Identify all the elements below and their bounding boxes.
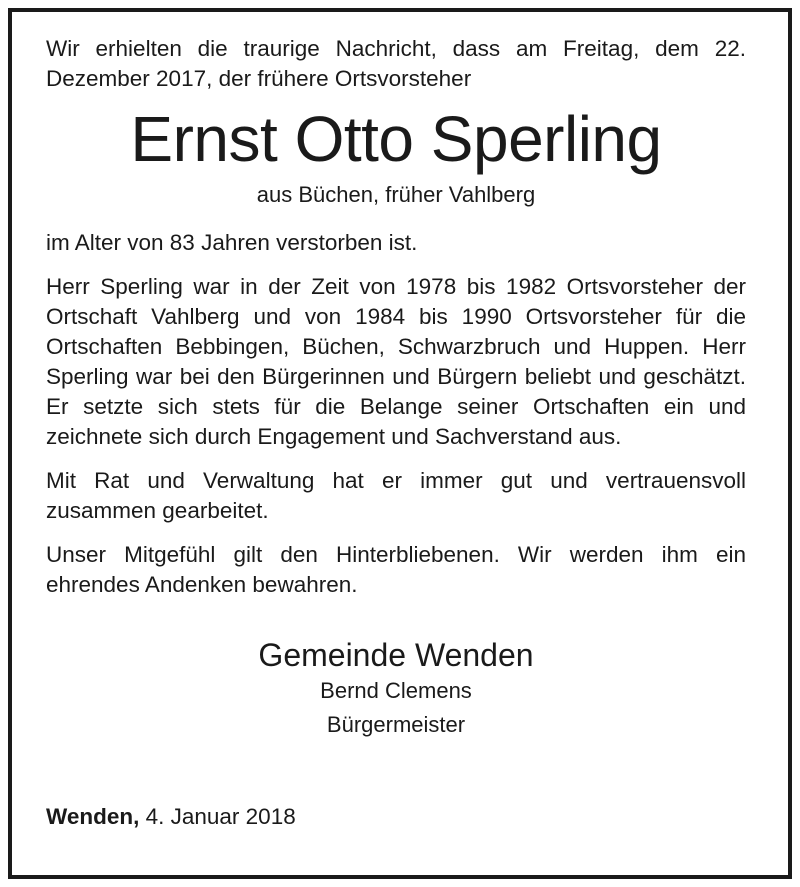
dateline-date: 4. Januar 2018 bbox=[145, 804, 296, 829]
dateline-place: Wenden, bbox=[46, 804, 140, 829]
age-text: im Alter von 83 Jahren verstorben ist. bbox=[46, 230, 418, 255]
signer-name: Bernd Clemens bbox=[320, 678, 472, 703]
origin-text: aus Büchen, früher Vahlberg bbox=[256, 182, 536, 207]
dateline bbox=[46, 802, 296, 832]
biography-text: Herr Sperling war in der Zeit von 1978 bis 1982 Ortsvorsteher der Ortschaft Vahlberg und von 1984 bis 1990 Ortsvorsteher für die Ortschaften Bebbingen, Büchen, Schwarzbruch und Huppen. Herr Sperling war bei den Bürgerinnen und Bürgern beliebt und geschätzt. Er setzte sich stets für die Belange seiner Ortschaften ein und zeichnete sich durch Engagement und Sachverstand aus. bbox=[46, 274, 746, 449]
condolence-text: Unser Mitgefühl gilt den Hinterbliebenen. Wir werden ihm ein ehrendes Andenken bewahren. bbox=[46, 542, 746, 597]
signature-block bbox=[46, 636, 746, 740]
intro-text: Wir erhielten die traurige Nachricht, dass am Freitag, dem 22. Dezember 2017, der frühere Ortsvorsteher bbox=[46, 36, 746, 91]
organization-name: Gemeinde Wenden bbox=[258, 637, 534, 673]
signer-role: Bürgermeister bbox=[326, 712, 466, 737]
deceased-name: Ernst Otto Sperling bbox=[130, 103, 662, 175]
cooperation-text: Mit Rat und Verwaltung hat er immer gut und vertrauensvoll zusammen gearbeitet. bbox=[46, 468, 746, 523]
obituary-content bbox=[46, 34, 746, 740]
